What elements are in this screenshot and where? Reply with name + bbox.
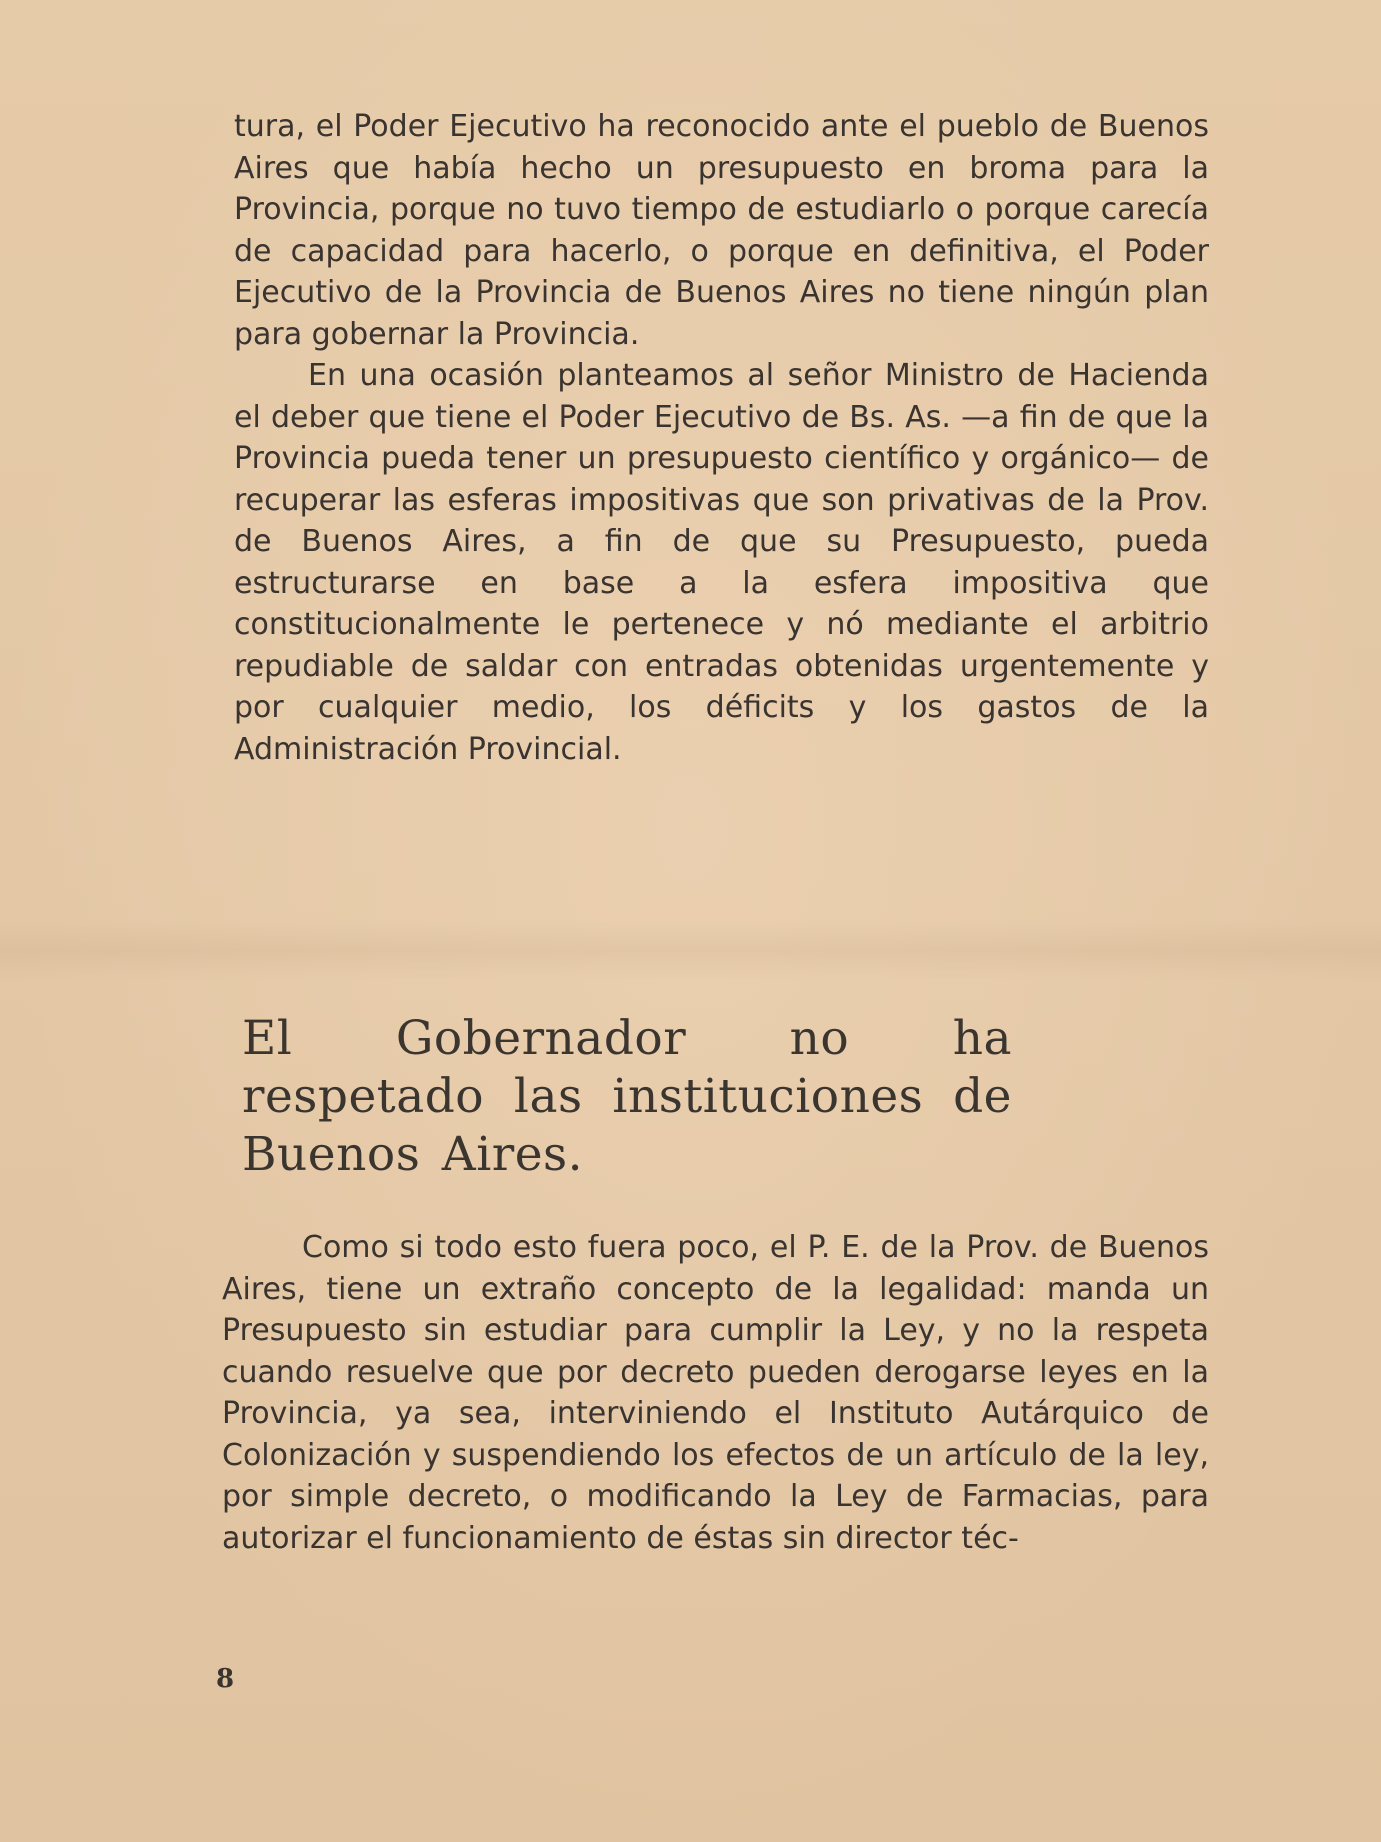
section-heading: El Gobernador no ha respetado las instituciones de Buenos Aires. [242, 1011, 1012, 1182]
page-number: 8 [216, 1664, 235, 1694]
paragraph-minister: En una ocasión planteamos al señor Ministro de Hacienda el deber que tiene el Poder Ejecutivo de Bs. As. —a fin de que la Provincia pueda tener un presupuesto científico y orgánico— de recuperar las esferas impositivas que son privativas de la Prov. de Buenos Aires, a fin de que su Presupuesto, pueda estructurarse en base a la esfera impositiva que constitucionalmente le pertenece y nó mediante el arbitrio repudiable de saldar con entradas obtenidas urgentemente y por cualquier medio, los déficits y los gastos de la Administración Provincial. [234, 358, 1209, 767]
paragraph-continuation: tura, el Poder Ejecutivo ha reconocido ante el pueblo de Buenos Aires que había hecho un presupuesto en broma para la Provincia, porque no tuvo tiempo de estudiarlo o porque carecía de capacidad para hacerlo, o porque en definitiva, el Poder Ejecutivo de la Provincia de Buenos Aires no tiene ningún plan para gobernar la Provincia. [234, 109, 1209, 352]
bottom-text-block [222, 1227, 1209, 1559]
top-text-block [234, 106, 1209, 770]
paragraph-legality: Como si todo esto fuera poco, el P. E. de la Prov. de Buenos Aires, tiene un extraño concepto de la legalidad: manda un Presupuesto sin estudiar para cumplir la Ley, y no la respeta cuando resuelve que por decreto pueden derogarse leyes en la Provincia, ya sea, interviniendo el Instituto Autárquico de Colonización y suspendiendo los efectos de un artículo de la ley, por simple decreto, o modificando la Ley de Farmacias, para autorizar el funcionamiento de éstas sin director téc- [222, 1230, 1209, 1556]
paper-fold-shadow [0, 920, 1381, 980]
